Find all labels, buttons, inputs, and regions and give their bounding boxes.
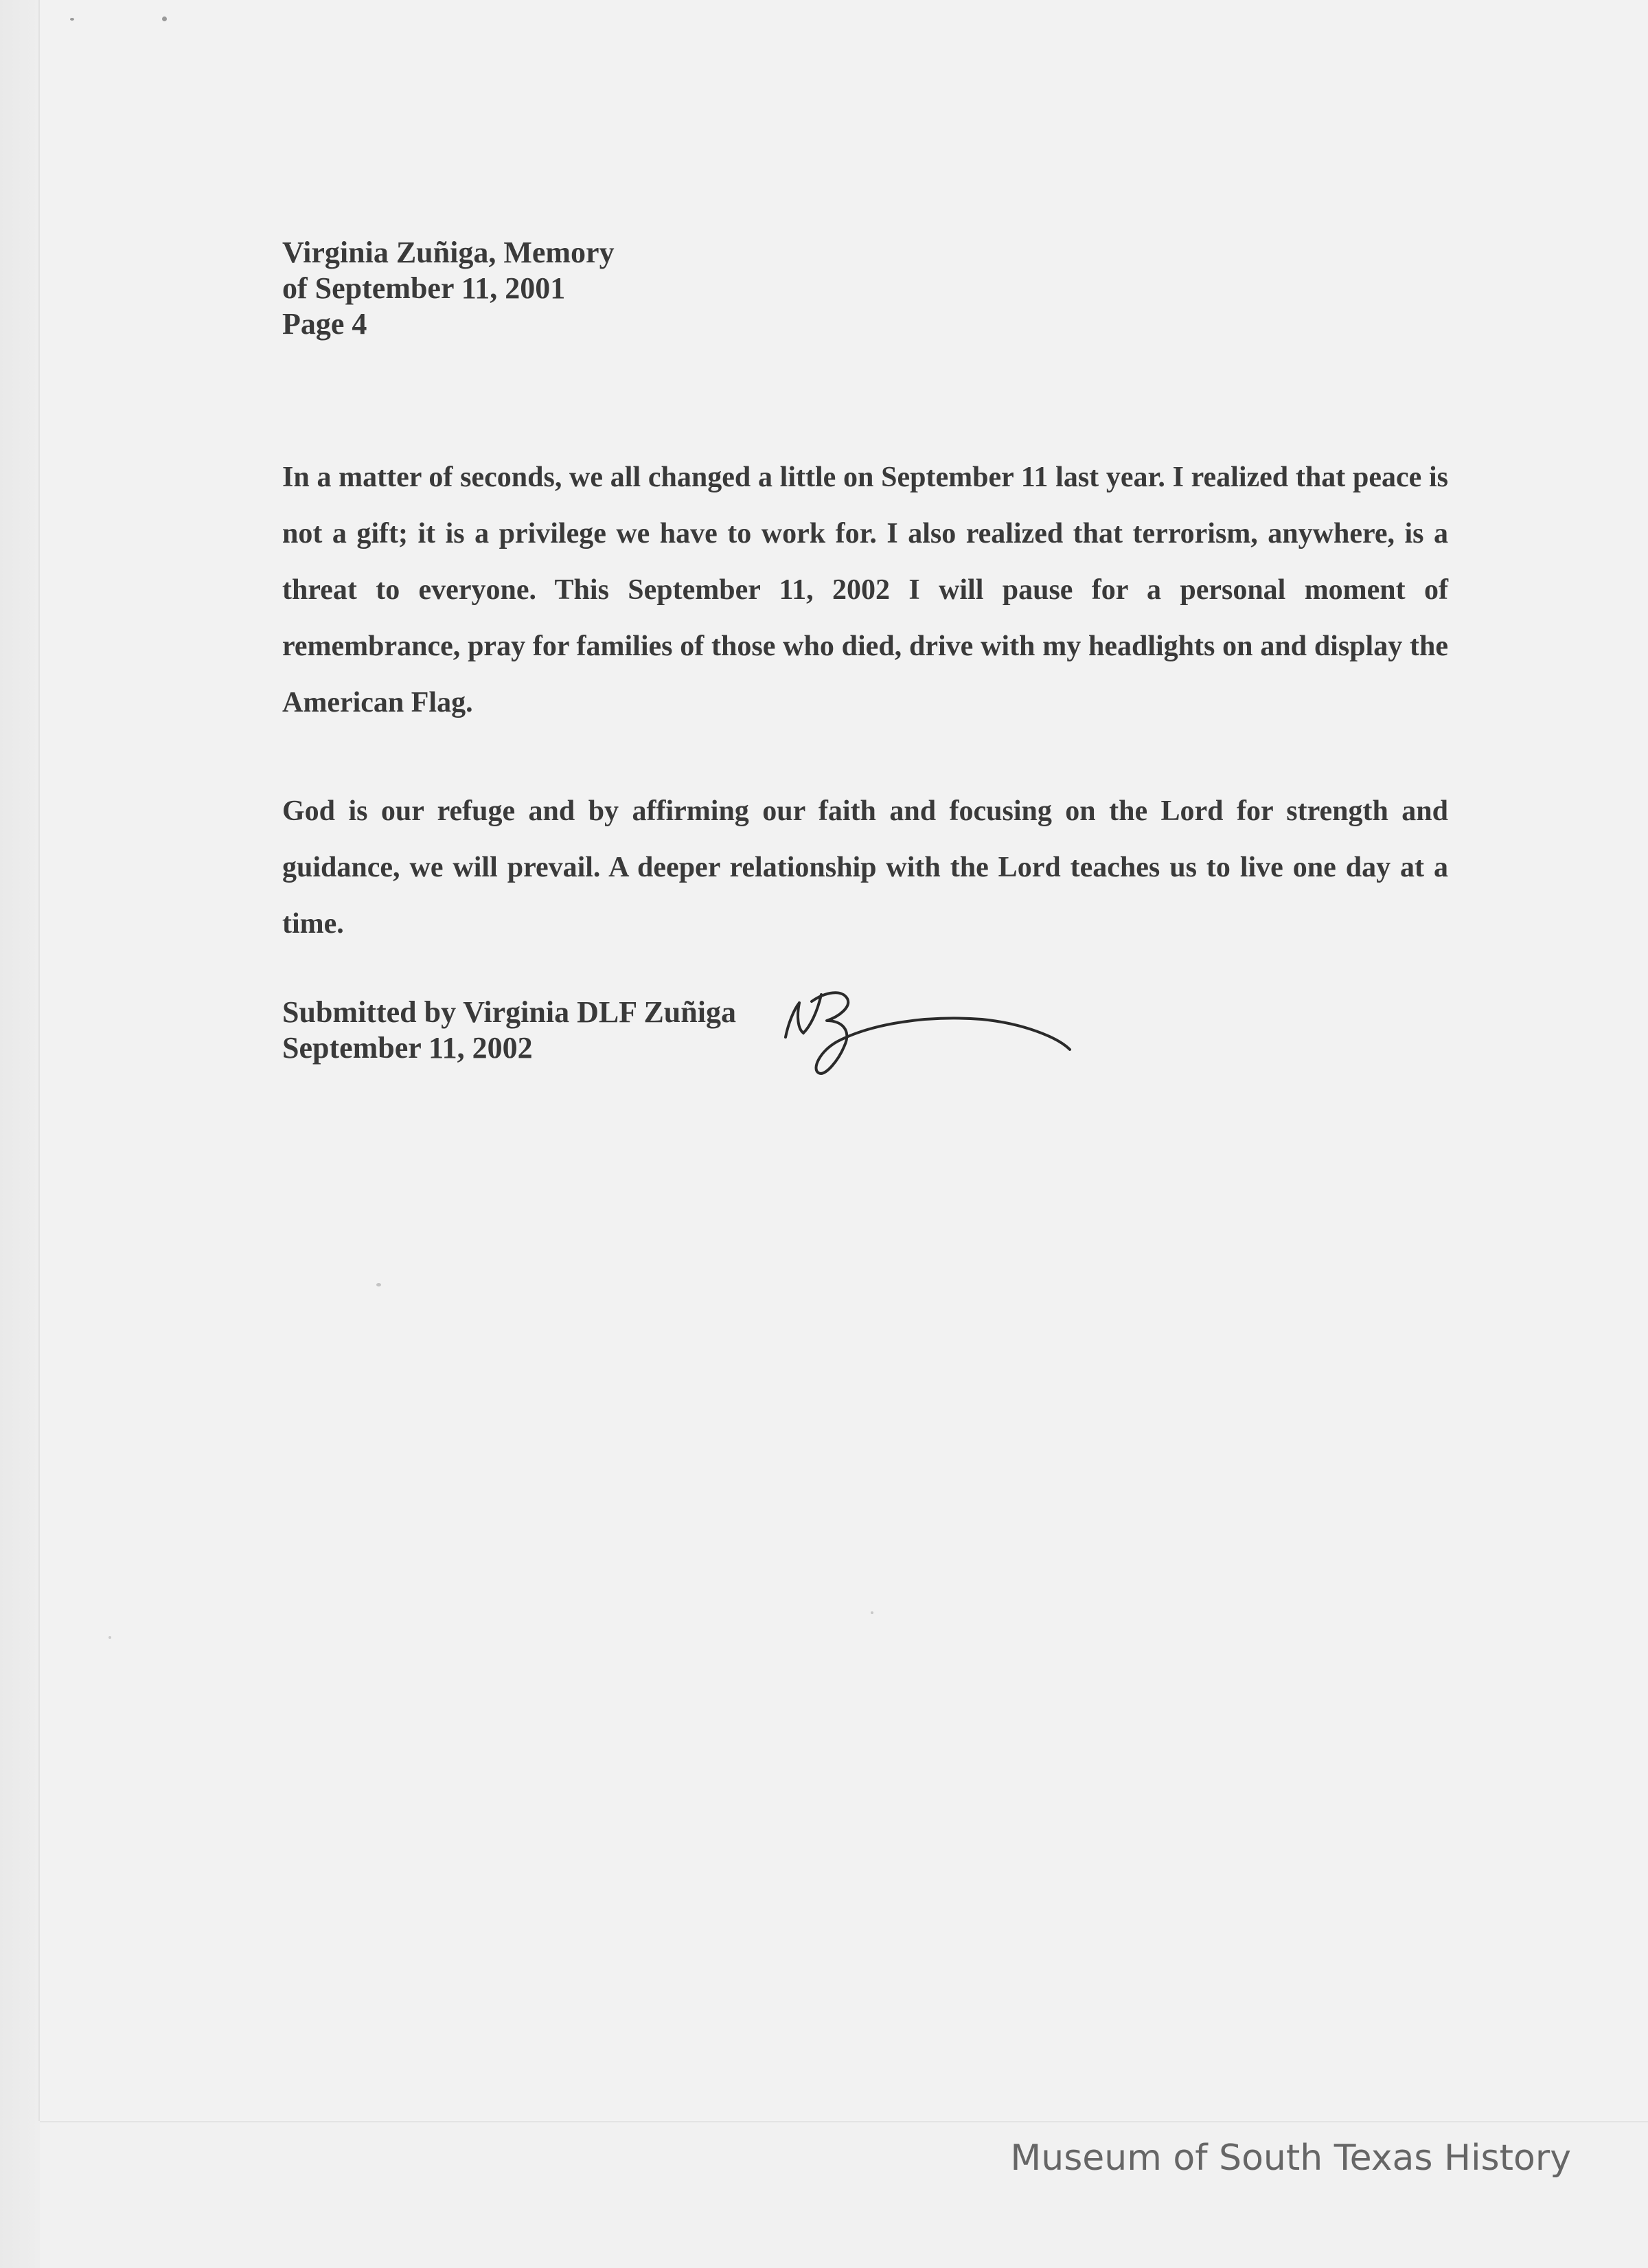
- header-title-line: Virginia Zuñiga, Memory: [282, 236, 615, 269]
- museum-credit: Museum of South Texas History: [1010, 2137, 1571, 2179]
- document-header: [282, 235, 615, 342]
- submission-block: [282, 995, 736, 1066]
- body-paragraph-1: In a matter of seconds, we all changed a little on September 11 last year. I realized that peace is not a gift; it is a privilege we have to work for. I also realized that terrorism, anywhere, is a threat to everyone. This September 11, 2002 I will pause for a personal moment of remembrance, pray for families of those who died, drive with my headlights on and display the American Flag.: [282, 462, 1448, 718]
- header-subtitle-line: of September 11, 2001: [282, 271, 566, 305]
- submission-date: September 11, 2002: [282, 1031, 533, 1065]
- scan-speck: [376, 1283, 381, 1286]
- page-number: Page 4: [282, 307, 367, 341]
- handwritten-signature: [776, 974, 1078, 1084]
- submitted-by-line: Submitted by Virginia DLF Zuñiga: [282, 995, 736, 1029]
- scan-speck: [108, 1636, 111, 1639]
- body-paragraph-2: God is our refuge and by affirming our faith and focusing on the Lord for strength and guidance, we will prevail. A deeper relationship with the Lord teaches us to live one day at a time.: [282, 795, 1448, 940]
- scan-speck: [162, 16, 167, 21]
- scan-speck: [70, 18, 74, 21]
- scan-speck: [871, 1611, 873, 1614]
- paper-edge: [0, 0, 40, 2268]
